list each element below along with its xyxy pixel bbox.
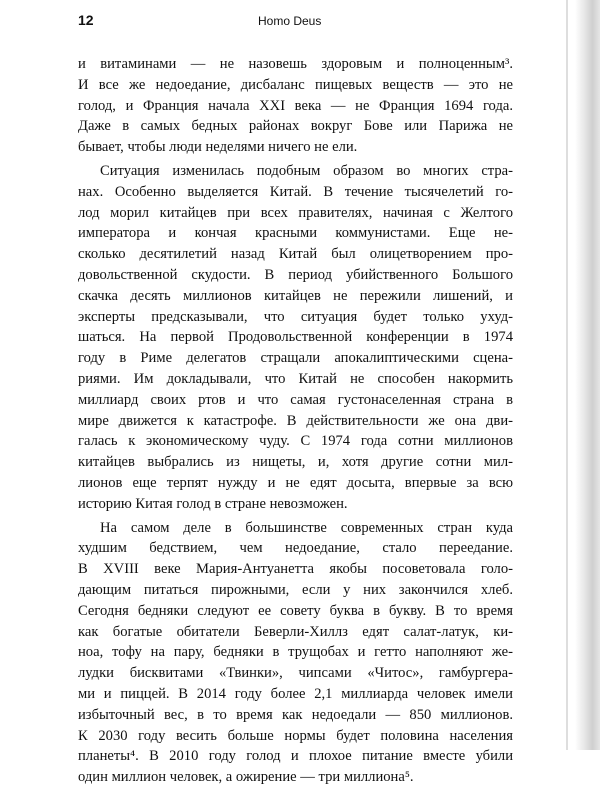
text-line: историю Китая голод в стране невозможен. <box>78 495 348 512</box>
text-line: Сегодня бедняки следуют ее совету буква в букву. В то время <box>78 602 513 619</box>
text-line: избыточный вес, в то время как недоедали — 850 миллионов. <box>78 706 513 723</box>
body-text <box>78 54 513 788</box>
text-line: планеты⁴. В 2010 году голод и плохое питание вместе убили <box>78 748 513 765</box>
text-line: дающим питаться пирожными, если у них закончился хлеб. <box>78 581 513 598</box>
text-line: На самом деле в большинстве современных стран куда <box>100 519 513 536</box>
page-header <box>78 12 513 32</box>
text-line: В XVIII веке Мария-Антуанетта якобы посоветовала голо- <box>78 561 513 578</box>
text-line: ми и пиццей. В 2014 году более 2,1 миллиарда человек имели <box>78 685 513 702</box>
text-line: лионов еще терпят нужду и не едят досыта, впервые за всю <box>78 474 513 491</box>
text-line: году в Риме делегатов стращали апокалиптическими сцена- <box>78 350 513 367</box>
text-line: шаться. На первой Продовольственной конференции в 1974 <box>78 329 513 346</box>
text-line: нах. Особенно выделяется Китай. В течение тысячелетий го- <box>78 183 513 200</box>
text-line: скачка десять миллионов китайцев не пережили лишений, и <box>78 287 513 304</box>
text-line: галась к экономическому чуду. С 1974 года сотни миллионов <box>78 433 513 450</box>
text-line: ноа, тофу на пару, бедняки в трущобах и гетто наполняют же- <box>78 644 513 661</box>
text-line: эксперты предсказывали, что ситуация будет только ухуд- <box>78 308 513 325</box>
text-line: императора и кончая красными коммунистами. Еще не- <box>78 225 513 242</box>
text-line: один миллион человек, а ожирение — три миллиона⁵. <box>78 769 414 786</box>
text-line: К 2030 году весить больше нормы будет половина населения <box>78 727 513 744</box>
text-line: худшим бедствием, чем недоедание, стало переедание. <box>78 540 513 557</box>
text-line: мире движется к катастрофе. В действительности же она дви- <box>78 412 513 429</box>
text-line: бывает, чтобы люди неделями ничего не ели. <box>78 139 358 156</box>
text-line: довольственной скудости. В период убийственного Большого <box>78 266 513 283</box>
text-line: сколько десятилетий назад Китай был олицетворением про- <box>78 246 513 263</box>
text-line: миллиард своих ртов и что самая густонаселенная страна в <box>78 391 513 408</box>
text-line: И все же недоедание, дисбаланс пищевых веществ — это не <box>78 76 513 93</box>
text-line: риями. Им докладывали, что Китай не способен накормить <box>78 370 513 387</box>
book-spine-shadow <box>575 0 600 750</box>
text-line: как богатые обитатели Беверли-Хиллз едят салат-латук, ки- <box>78 623 513 640</box>
page-edge-line <box>566 0 568 750</box>
book-page <box>78 0 513 786</box>
text-line: китайцев выбрались из нищеты, и, хотя другие сотни мил- <box>78 454 513 471</box>
text-line: голод, и Франция начала XXI века — не Франция 1694 года. <box>78 97 513 114</box>
running-title: Homo Deus <box>258 14 322 28</box>
text-line: лудки бисквитами «Твинки», чипсами «Читос», гамбургера- <box>78 665 513 682</box>
text-line: Даже в самых бедных районах вокруг Бове или Парижа не <box>78 118 513 135</box>
page-number: 12 <box>78 12 94 28</box>
text-line: лод морил китайцев при всех правителях, начиная с Желтого <box>78 204 513 221</box>
text-line: и витаминами — не назовешь здоровым и полноценным³. <box>78 56 513 72</box>
text-line: Ситуация изменилась подобным образом во многих стра- <box>100 162 513 179</box>
